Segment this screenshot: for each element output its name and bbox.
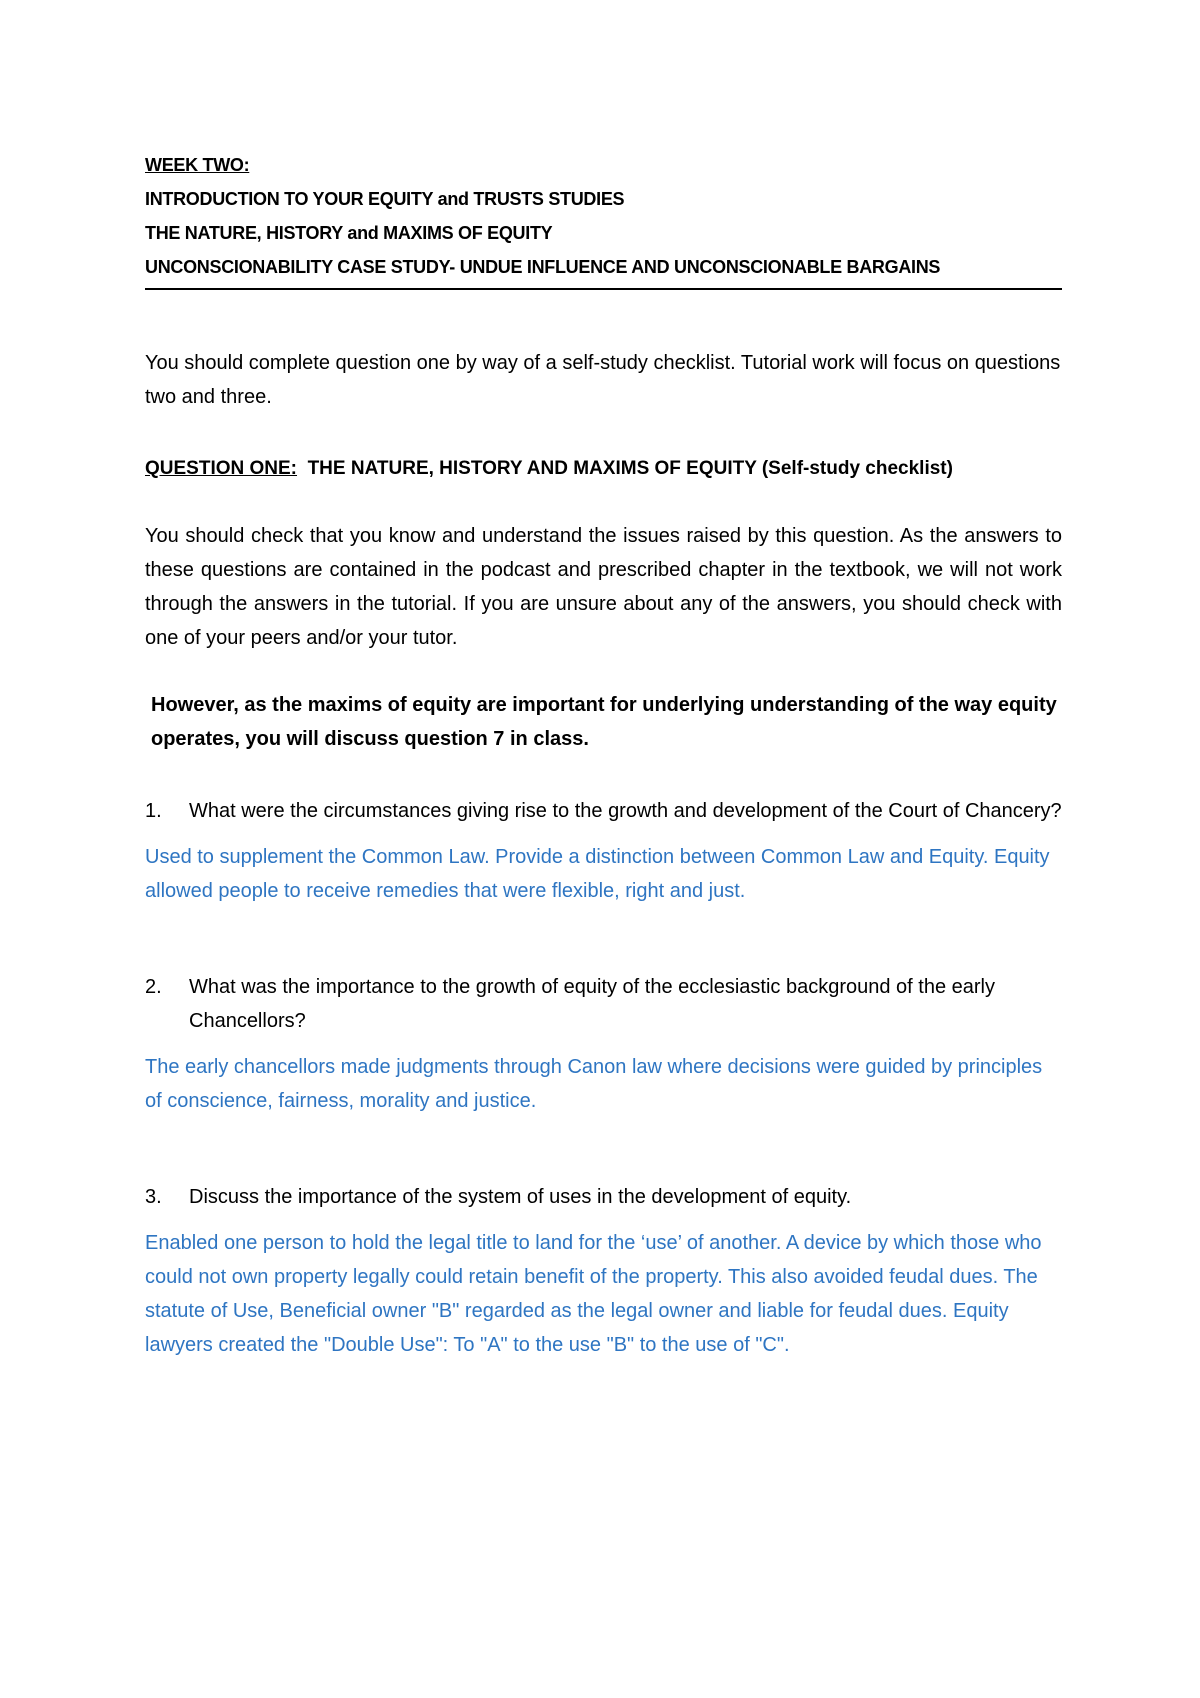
question-item-1: [145, 794, 1062, 828]
document-content: [145, 148, 1062, 1362]
emphasis-paragraph: However, as the maxims of equity are important for underlying understanding of the way equity operates, you will discuss question 7 in class.: [151, 694, 1057, 750]
question-item-3: [145, 1180, 1062, 1214]
case-study-heading: UNCONSCIONABILITY CASE STUDY- UNDUE INFLUENCE AND UNCONSCIONABLE BARGAINS: [145, 257, 941, 277]
question-number: 1.: [145, 800, 162, 822]
question-one-label: QUESTION ONE:: [145, 458, 298, 479]
question-item-2: [145, 970, 1062, 1038]
question-text: What were the circumstances giving rise to the growth and development of the Court of Chancery?: [189, 800, 1062, 822]
answer-1: Used to supplement the Common Law. Provide a distinction between Common Law and Equity. Equity allowed people to receive remedies that were flexible, right and just.: [145, 846, 1050, 902]
check-paragraph: You should check that you know and understand the issues raised by this question. As the answers to these questions are contained in the podcast and prescribed chapter in the textbook, we will not work through the answers in the tutorial. If you are unsure about any of the answers, you should check with one of your peers and/or your tutor.: [145, 525, 1062, 649]
course-heading: INTRODUCTION TO YOUR EQUITY and TRUSTS STUDIES: [145, 189, 625, 209]
question-one-heading: [145, 452, 1062, 486]
document-header: [145, 148, 1062, 290]
question-text: Discuss the importance of the system of uses in the development of equity.: [189, 1186, 852, 1208]
answer-2: The early chancellors made judgments through Canon law where decisions were guided by principles of conscience, fairness, morality and justice.: [145, 1056, 1043, 1112]
intro-paragraph: You should complete question one by way of a self-study checklist. Tutorial work will focus on questions two and three.: [145, 352, 1061, 408]
question-text: What was the importance to the growth of equity of the ecclesiastic background of the early Chancellors?: [189, 976, 995, 1032]
question-number: 2.: [145, 976, 162, 998]
answer-3: Enabled one person to hold the legal title to land for the ‘use’ of another. A device by which those who could not own property legally could retain benefit of the property. This also avoided feudal dues. The statute of Use, Beneficial owner "B" regarded as the legal owner and liable for feudal dues. Equity lawyers created the "Double Use": To "A" to the use "B" to the use of "C".: [145, 1232, 1042, 1356]
question-one-title: THE NATURE, HISTORY AND MAXIMS OF EQUITY (Self-study checklist): [307, 458, 953, 479]
week-heading: WEEK TWO:: [145, 155, 250, 175]
question-number: 3.: [145, 1186, 162, 1208]
topic-heading: THE NATURE, HISTORY and MAXIMS OF EQUITY: [145, 223, 553, 243]
